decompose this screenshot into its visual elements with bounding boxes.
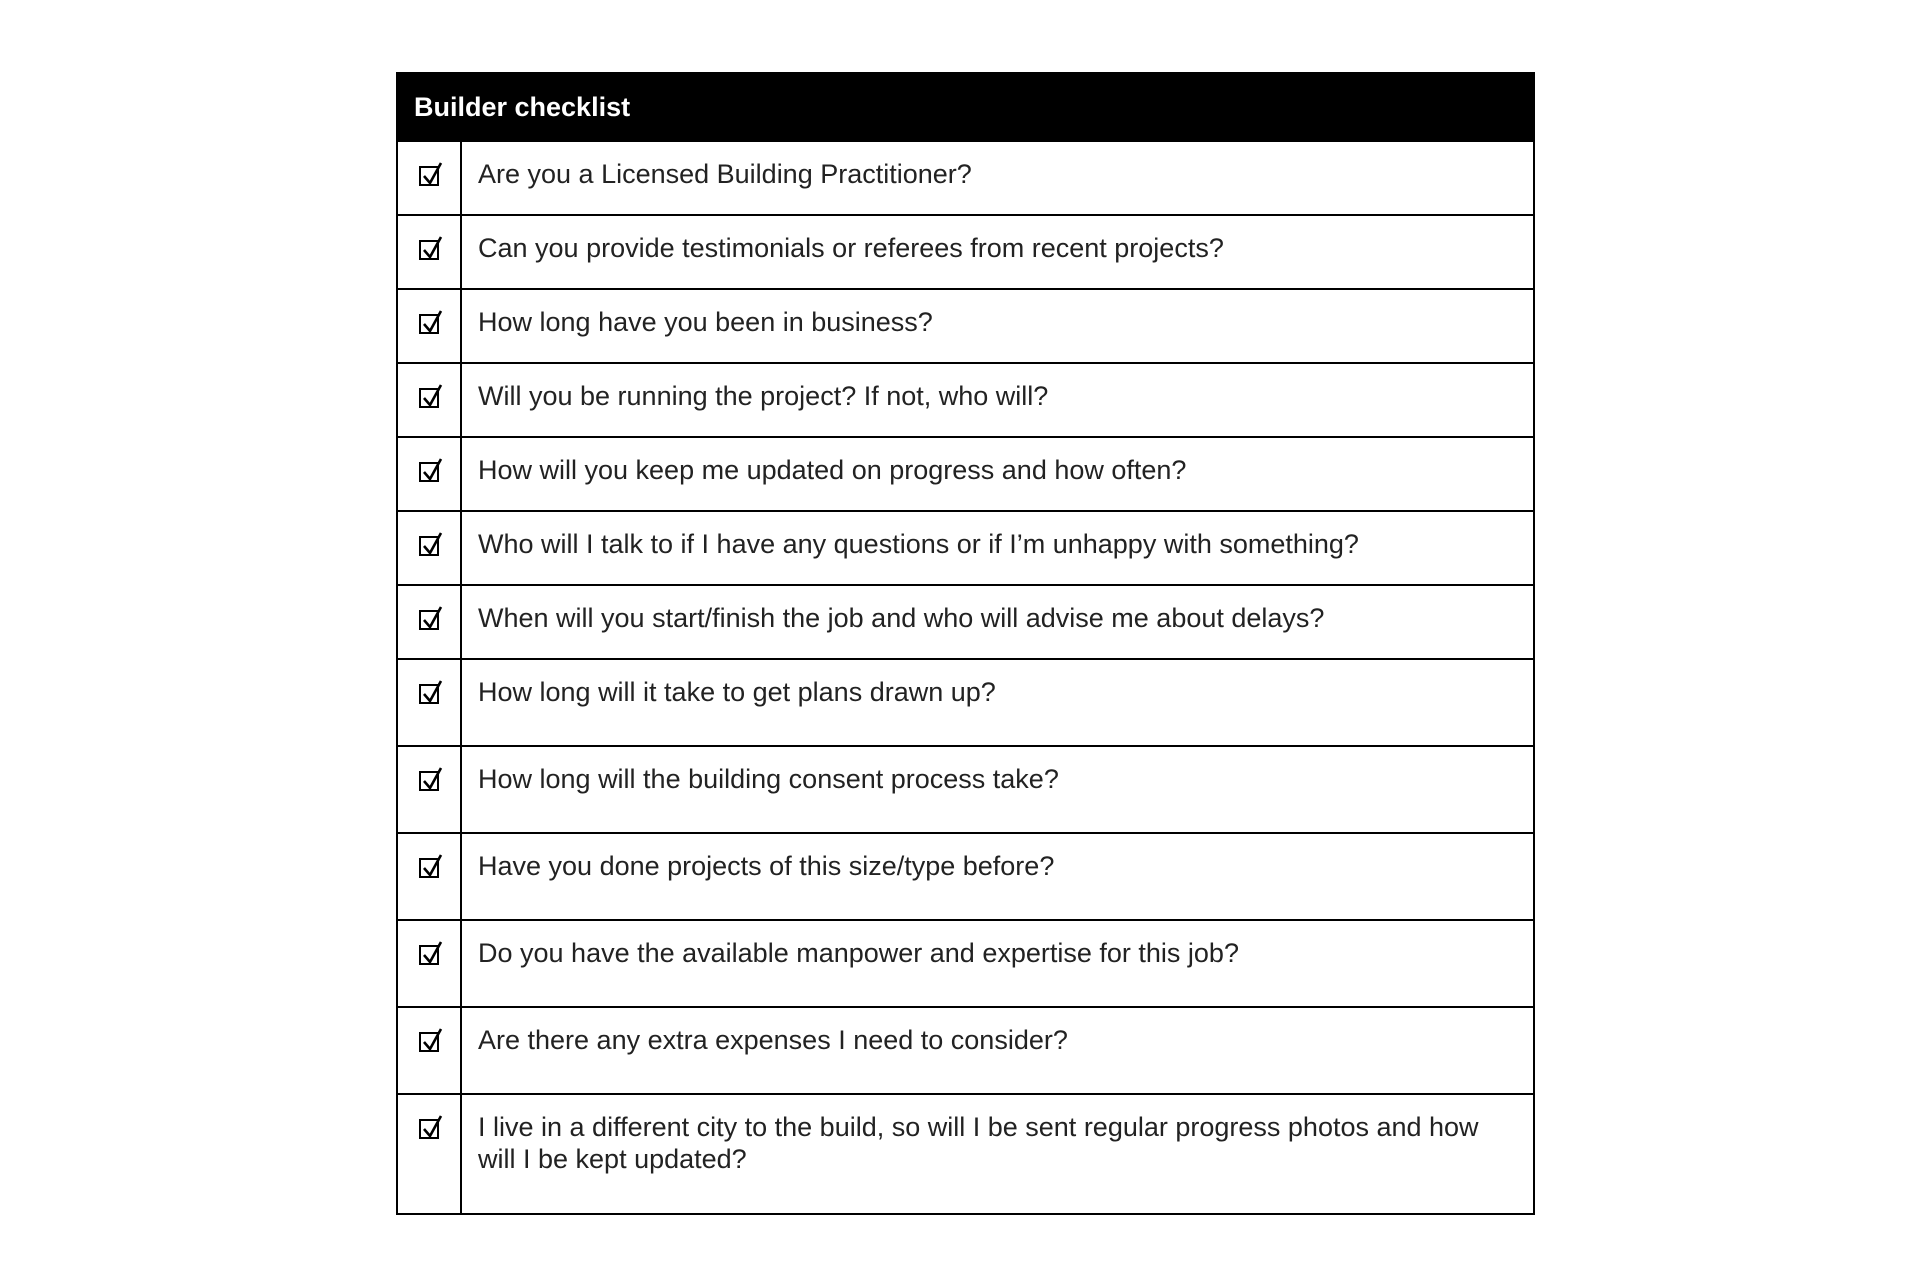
checkbox-checked-icon[interactable] (419, 462, 439, 482)
checkbox-checked-icon[interactable] (419, 771, 439, 791)
checkbox-cell (398, 834, 462, 919)
checklist-item-text: Are you a Licensed Building Practitioner? (478, 159, 972, 189)
checklist-row (398, 140, 1533, 214)
checklist-row (398, 362, 1533, 436)
checklist-item-text: How long will it take to get plans drawn up? (478, 677, 996, 707)
checkbox-checked-icon[interactable] (419, 166, 439, 186)
checklist-item-text: Can you provide testimonials or referees from recent projects? (478, 233, 1224, 263)
checklist-item-text: Who will I talk to if I have any questions or if I’m unhappy with something? (478, 529, 1359, 559)
checklist-row (398, 745, 1533, 832)
checklist-row (398, 832, 1533, 919)
builder-checklist-table (396, 72, 1535, 1215)
checkbox-cell (398, 142, 462, 214)
checklist-row (398, 1093, 1533, 1213)
checklist-row (398, 1006, 1533, 1093)
checklist-row (398, 436, 1533, 510)
checklist-row (398, 214, 1533, 288)
checkbox-checked-icon[interactable] (419, 1119, 439, 1139)
checkbox-checked-icon[interactable] (419, 610, 439, 630)
checklist-row (398, 510, 1533, 584)
checklist-row (398, 584, 1533, 658)
checkbox-cell (398, 512, 462, 584)
checklist-row (398, 919, 1533, 1006)
checkbox-checked-icon[interactable] (419, 240, 439, 260)
checkbox-checked-icon[interactable] (419, 314, 439, 334)
checklist-row (398, 658, 1533, 745)
checkbox-cell (398, 1008, 462, 1093)
checkbox-cell (398, 1095, 462, 1213)
checkbox-checked-icon[interactable] (419, 684, 439, 704)
checkbox-checked-icon[interactable] (419, 536, 439, 556)
checklist-item-text: When will you start/finish the job and who will advise me about delays? (478, 603, 1325, 633)
checkbox-checked-icon[interactable] (419, 388, 439, 408)
checklist-title: Builder checklist (398, 74, 1533, 140)
checklist-item-text: Do you have the available manpower and expertise for this job? (478, 938, 1239, 968)
checklist-item-text: Will you be running the project? If not, who will? (478, 381, 1049, 411)
checkbox-checked-icon[interactable] (419, 858, 439, 878)
checkbox-checked-icon[interactable] (419, 945, 439, 965)
checkbox-cell (398, 921, 462, 1006)
checklist-item-text: How long will the building consent process take? (478, 764, 1059, 794)
checkbox-cell (398, 438, 462, 510)
checkbox-cell (398, 660, 462, 745)
checkbox-cell (398, 290, 462, 362)
checkbox-checked-icon[interactable] (419, 1032, 439, 1052)
checklist-item-text: How will you keep me updated on progress and how often? (478, 455, 1187, 485)
checklist-row (398, 288, 1533, 362)
checkbox-cell (398, 586, 462, 658)
checkbox-cell (398, 364, 462, 436)
checklist-item-text: Have you done projects of this size/type before? (478, 851, 1055, 881)
checkbox-cell (398, 747, 462, 832)
checklist-item-text: I live in a different city to the build, so will I be sent regular progress photos and how will I be kept updated? (478, 1112, 1479, 1174)
checklist-item-text: Are there any extra expenses I need to consider? (478, 1025, 1068, 1055)
checklist-item-text: How long have you been in business? (478, 307, 933, 337)
checkbox-cell (398, 216, 462, 288)
